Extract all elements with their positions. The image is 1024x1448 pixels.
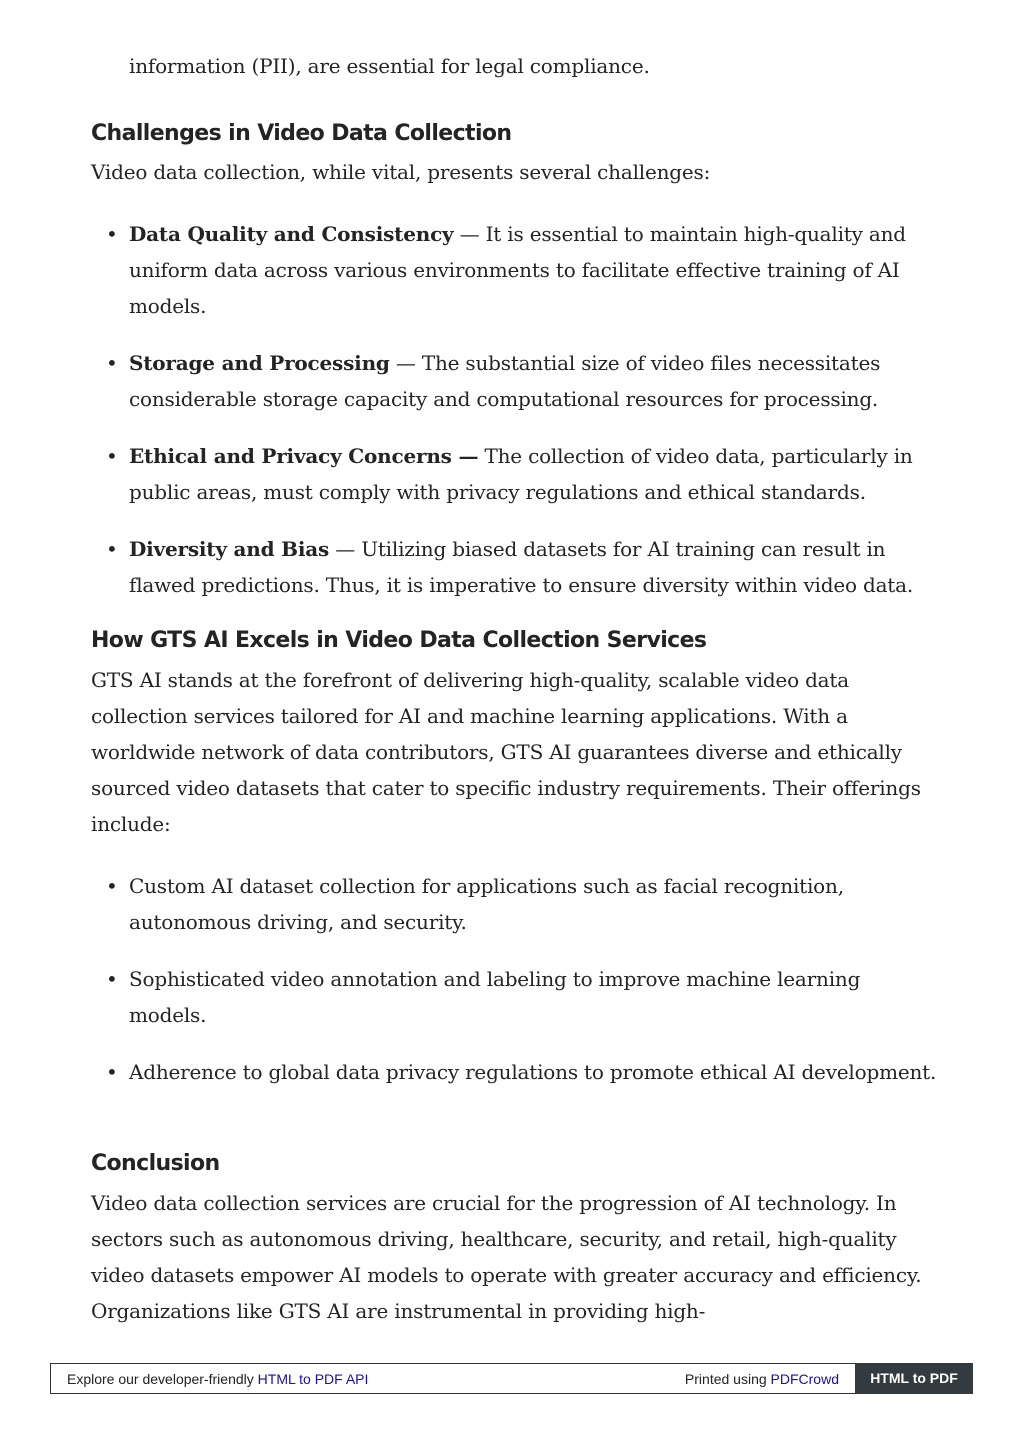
html-to-pdf-api-link[interactable]: HTML to PDF API (257, 1371, 369, 1387)
bullet-icon: • (106, 967, 118, 991)
conclusion-heading: Conclusion (91, 1151, 220, 1176)
item-text: Custom AI dataset collection for applications such as facial recognition, autonomous driving, and security. (129, 874, 844, 934)
list-item (91, 345, 941, 417)
gts-heading: How GTS AI Excels in Video Data Collection Services (91, 628, 707, 653)
challenges-list (91, 216, 941, 603)
html-to-pdf-badge[interactable]: HTML to PDF (855, 1363, 973, 1394)
item-text: The collection of video data, particularly in public areas, must comply with privacy regulations and ethical standards. (129, 444, 913, 504)
bullet-icon: • (106, 1060, 118, 1084)
list-item (91, 868, 941, 940)
list-item (91, 1054, 941, 1090)
bullet-icon: • (106, 874, 118, 898)
list-item (91, 438, 941, 510)
conclusion-text: Video data collection services are crucial for the progression of AI technology. In sectors such as autonomous driving, healthcare, security, and retail, high-quality video datasets empower AI models to operate with greater accuracy and efficiency. Organizations like GTS AI are instrumental in providing high- (91, 1191, 922, 1323)
list-item (91, 216, 941, 324)
item-text: — Utilizing biased datasets for AI training can result in flawed predictions. Thus, it is imperative to ensure diversity within video data. (129, 537, 914, 597)
footer-explore (67, 1371, 368, 1387)
item-text: Sophisticated video annotation and labeling to improve machine learning models. (129, 967, 861, 1027)
footer-explore-text: Explore our developer-friendly (67, 1371, 258, 1387)
item-title: Ethical and Privacy Concerns — (129, 444, 479, 468)
intro-tail: information (PII), are essential for legal compliance. (129, 54, 650, 78)
challenges-intro: Video data collection, while vital, presents several challenges: (91, 160, 711, 184)
gts-offerings-list (91, 868, 941, 1090)
bullet-icon: • (106, 351, 118, 375)
challenges-heading: Challenges in Video Data Collection (91, 121, 512, 146)
item-text: Adherence to global data privacy regulations to promote ethical AI development. (129, 1060, 937, 1084)
footer-printed-text: Printed using (684, 1371, 771, 1387)
list-item (91, 961, 941, 1033)
item-title: Storage and Processing (129, 351, 390, 375)
footer-printed (685, 1371, 839, 1387)
bullet-icon: • (106, 537, 118, 561)
bullet-icon: • (106, 444, 118, 468)
list-item (91, 531, 941, 603)
item-text: — The substantial size of video files necessitates considerable storage capacity and computational resources for processing. (129, 351, 881, 411)
gts-intro: GTS AI stands at the forefront of delivering high-quality, scalable video data collection services tailored for AI and machine learning applications. With a worldwide network of data contributors, GTS AI guarantees diverse and ethically sourced video datasets that cater to specific industry requirements. Their offerings include: (91, 668, 921, 836)
bullet-icon: • (106, 222, 118, 246)
item-title: Data Quality and Consistency (129, 222, 454, 246)
pdfcrowd-footer (50, 1363, 973, 1394)
item-text: — It is essential to maintain high-quality and uniform data across various environments to facilitate effective training of AI models. (129, 222, 906, 318)
item-title: Diversity and Bias (129, 537, 330, 561)
pdfcrowd-link[interactable]: PDFCrowd (770, 1371, 839, 1387)
